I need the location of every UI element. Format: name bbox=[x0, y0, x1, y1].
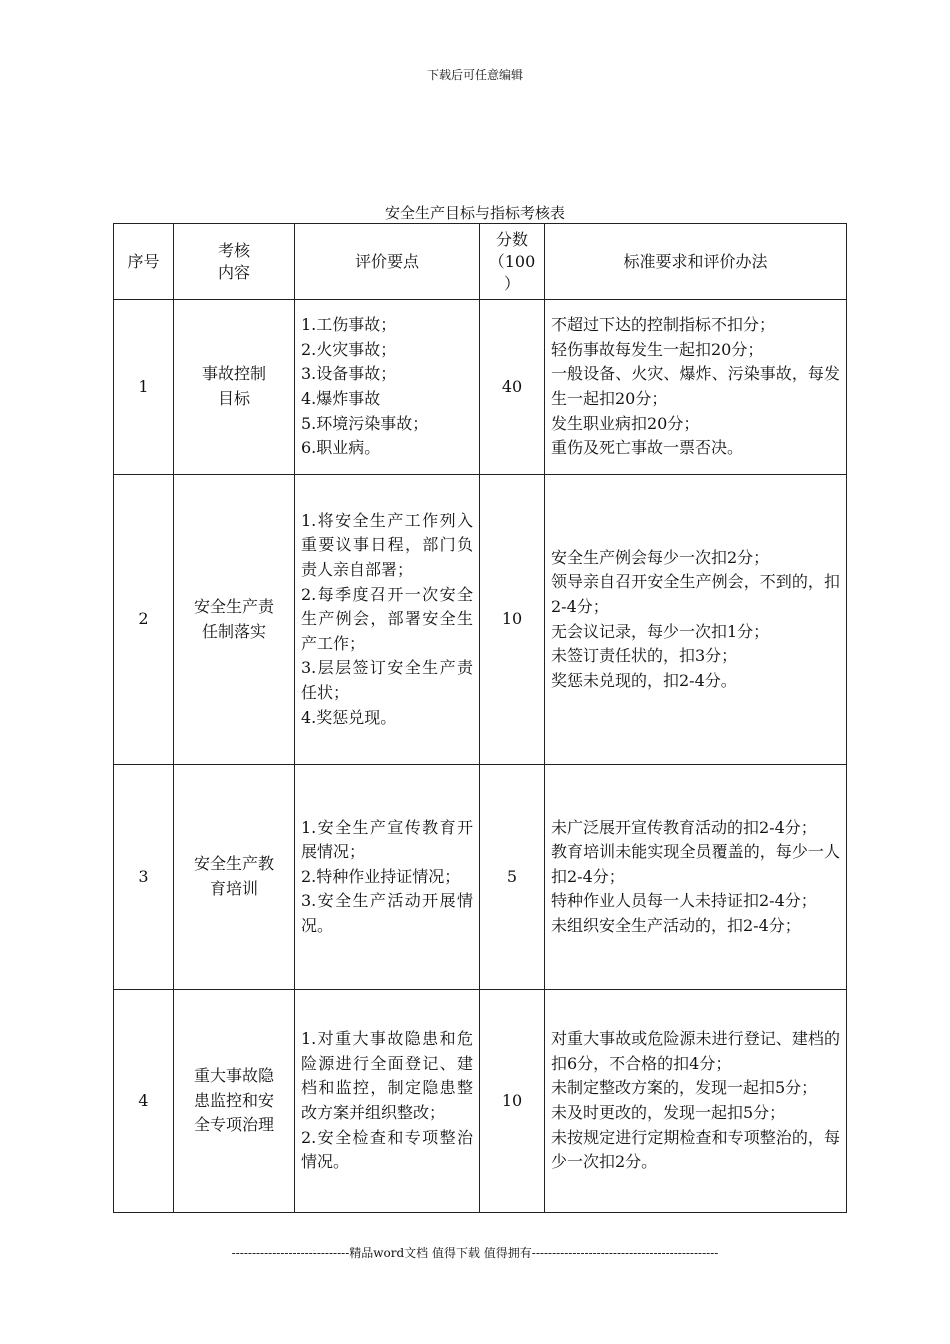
point-item: 1.将安全生产工作列入重要议事日程，部门负责人亲自部署； bbox=[301, 510, 473, 580]
content-line: 全专项治理 bbox=[193, 1115, 274, 1135]
point-item: 2.每季度召开一次安全生产例会，部署安全生产工作； bbox=[301, 584, 473, 653]
row-points bbox=[295, 300, 480, 475]
standard-item: 未签订责任状的，扣3分； bbox=[551, 646, 738, 666]
header-content bbox=[174, 224, 295, 300]
content-line: 安全生产教 bbox=[193, 854, 274, 874]
row-seq: 2 bbox=[114, 475, 174, 765]
standard-item: 未组织安全生产活动的，扣2-4分； bbox=[551, 915, 801, 935]
standard-item: 一般设备、火灾、爆炸、污染事故，每发生一起扣20分； bbox=[551, 364, 840, 408]
standard-item: 未及时更改的，发现一起扣5分； bbox=[551, 1103, 786, 1122]
point-item: 3.安全生产活动开展情况。 bbox=[301, 891, 473, 935]
point-item: 4.奖惩兑现。 bbox=[301, 707, 397, 727]
header-note: 下载后可任意编辑 bbox=[426, 68, 523, 82]
content-line: 任制落实 bbox=[201, 621, 266, 641]
header-score bbox=[480, 224, 545, 300]
point-item: 6.职业病。 bbox=[301, 438, 381, 458]
header-standard: 标准要求和评价办法 bbox=[545, 224, 847, 300]
row-score: 10 bbox=[480, 990, 545, 1213]
standard-item: 对重大事故或危险源未进行登记、建档的扣6分，不合格的扣4分； bbox=[551, 1029, 840, 1073]
content-line: 育培训 bbox=[209, 879, 258, 898]
row-points bbox=[295, 765, 480, 990]
standard-item: 无会议记录，每少一次扣1分； bbox=[551, 621, 770, 641]
standard-item: 领导亲自召开安全生产例会，不到的，扣2-4分； bbox=[551, 572, 840, 616]
header-score-line: ） bbox=[503, 273, 520, 293]
row-score: 5 bbox=[480, 765, 545, 990]
header-row bbox=[114, 224, 847, 300]
content-line: 安全生产责 bbox=[193, 596, 274, 616]
row-standard bbox=[545, 475, 847, 765]
row-standard bbox=[545, 300, 847, 475]
row-points bbox=[295, 475, 480, 765]
content-line: 目标 bbox=[217, 389, 250, 408]
standard-item: 教育培训未能实现全员覆盖的，每少一人扣2-4分； bbox=[551, 842, 840, 886]
table-row bbox=[114, 475, 847, 765]
point-item: 1.对重大事故隐患和危险源进行全面登记、建档和监控，制定隐患整改方案并组织整改； bbox=[301, 1029, 473, 1122]
point-item: 2.火灾事故； bbox=[301, 339, 397, 359]
header-points: 评价要点 bbox=[295, 224, 480, 300]
row-points bbox=[295, 990, 480, 1213]
point-item: 1.工伤事故； bbox=[301, 315, 397, 335]
point-item: 2.安全检查和专项整治情况。 bbox=[301, 1127, 473, 1172]
standard-item: 轻伤事故每发生一起扣20分； bbox=[551, 339, 764, 359]
point-item: 2.特种作业持证情况； bbox=[301, 866, 461, 886]
point-item: 4.爆炸事故 bbox=[301, 389, 381, 408]
standard-item: 奖惩未兑现的，扣2-4分。 bbox=[551, 670, 737, 690]
assessment-table bbox=[113, 223, 847, 1213]
header-content-line: 内容 bbox=[217, 262, 250, 282]
header-score-line: 分数 bbox=[495, 229, 528, 249]
point-item: 5.环境污染事故； bbox=[301, 413, 429, 433]
point-item: 1.安全生产宣传教育开展情况； bbox=[301, 817, 473, 862]
header-score-line: （100 bbox=[488, 251, 536, 271]
row-content bbox=[174, 300, 295, 475]
row-standard bbox=[545, 765, 847, 990]
content-line: 事故控制 bbox=[201, 364, 266, 384]
row-seq: 4 bbox=[114, 990, 174, 1213]
point-item: 3.设备事故； bbox=[301, 364, 397, 384]
header-seq: 序号 bbox=[114, 224, 174, 300]
table-row bbox=[114, 990, 847, 1213]
row-score: 40 bbox=[480, 300, 545, 475]
standard-item: 安全生产例会每少一次扣2分； bbox=[551, 547, 770, 567]
row-content bbox=[174, 765, 295, 990]
content-line: 患监控和安 bbox=[193, 1090, 274, 1110]
standard-item: 发生职业病扣20分； bbox=[551, 413, 700, 433]
row-score: 10 bbox=[480, 475, 545, 765]
content-line: 重大事故隐 bbox=[193, 1066, 274, 1086]
table-row bbox=[114, 300, 847, 475]
standard-item: 未广泛展开宣传教育活动的扣2-4分； bbox=[551, 817, 817, 837]
standard-item: 特种作业人员每一人未持证扣2-4分； bbox=[551, 891, 817, 911]
standard-item: 未制定整改方案的，发现一起扣5分； bbox=[551, 1078, 818, 1098]
row-seq: 3 bbox=[114, 765, 174, 990]
row-content bbox=[174, 475, 295, 765]
table-row bbox=[114, 765, 847, 990]
row-standard bbox=[545, 990, 847, 1213]
header-content-line: 考核 bbox=[217, 240, 250, 260]
standard-item: 重伤及死亡事故一票否决。 bbox=[551, 438, 744, 458]
row-content bbox=[174, 990, 295, 1213]
standard-item: 不超过下达的控制指标不扣分； bbox=[551, 315, 776, 335]
standard-item: 未按规定进行定期检查和专项整治的，每少一次扣2分。 bbox=[551, 1127, 840, 1172]
table-title: 安全生产目标与指标考核表 bbox=[384, 204, 565, 222]
footer-banner: -----------------------------精品word文档 值得下载 值得拥有---------------------------------------------- bbox=[231, 1246, 719, 1260]
point-item: 3.层层签订安全生产责任状； bbox=[301, 658, 473, 702]
row-seq: 1 bbox=[114, 300, 174, 475]
